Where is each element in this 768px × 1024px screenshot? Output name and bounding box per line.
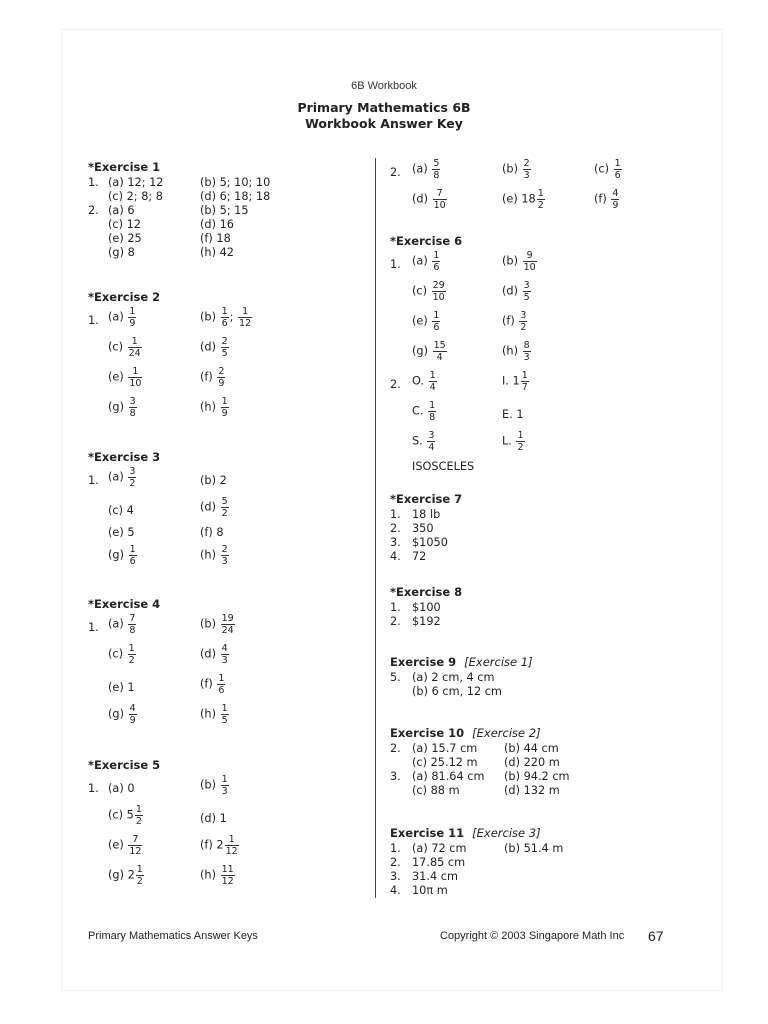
answer-row: (e) 1 (f) $\frac{1}{6}$ (108, 673, 225, 696)
exercise-5 (88, 756, 370, 894)
exercise-1 (88, 158, 370, 260)
exercise-title: Exercise 10 [Exercise 2] (390, 726, 541, 740)
fraction: $\frac{1}{5}$ (221, 703, 228, 726)
fraction: $\frac{2}{9}$ (218, 366, 225, 389)
answer-row: (c) 88 m (d) 132 m (412, 784, 560, 797)
fraction: $\frac{1}{2}$ (135, 804, 142, 827)
fraction: $\frac{1}{7}$ (521, 370, 528, 393)
answer-row: 4. 72 (390, 550, 427, 563)
answer-row: (e) $\frac{7}{12}$ (f) 2 $\frac{1}{12}$ (108, 834, 238, 857)
fraction: $\frac{1}{6}$ (218, 673, 225, 696)
fraction: $\frac{1}{6}$ (129, 544, 136, 567)
answer-row: 2. 350 (390, 522, 434, 535)
fraction: $\frac{2}{5}$ (221, 336, 228, 359)
fraction: $\frac{3}{2}$ (520, 310, 527, 333)
exercise-title: *Exercise 3 (88, 450, 161, 464)
answer-row: 3. $1050 (390, 536, 448, 549)
answer-row: 1. $100 (390, 601, 441, 614)
answer-row: 1. (a) 0 (b) $\frac{1}{3}$ (88, 774, 228, 797)
fraction: $\frac{1}{9}$ (129, 306, 136, 329)
answer-row: 1. (a) 12; 12 (b) 5; 10; 10 (88, 176, 271, 189)
fraction: $\frac{1}{4}$ (429, 370, 436, 393)
exercise-11 (390, 824, 680, 898)
exercise-10 (390, 724, 680, 798)
answer-row: (g) $\frac{15}{4}$ (h) $\frac{8}{3}$ (412, 340, 530, 363)
fraction: $\frac{1}{6}$ (433, 250, 440, 273)
fraction: $\frac{4}{9}$ (612, 188, 619, 211)
fraction: $\frac{2}{3}$ (221, 544, 228, 567)
answer-row: (c) $\frac{29}{10}$ (d) $\frac{3}{5}$ (412, 280, 530, 303)
fraction: $\frac{4}{3}$ (221, 643, 228, 666)
fraction: $\frac{7}{10}$ (433, 188, 446, 211)
answer-row: (b) 6 cm, 12 cm (412, 685, 502, 698)
exercise-title: *Exercise 4 (88, 597, 161, 611)
exercise-title: *Exercise 5 (88, 758, 161, 772)
answer-row: 3. (a) 81.64 cm (b) 94.2 cm (390, 770, 570, 783)
answer-row: 1. (a) $\frac{1}{9}$ (b) $\frac{1}{6}$ ; $\frac{1}{12}$ (88, 306, 252, 329)
answer-row: 5. (a) 2 cm, 4 cm (390, 671, 495, 684)
fraction: $\frac{1}{2}$ (537, 188, 544, 211)
fraction: $\frac{1}{6}$ (221, 306, 228, 329)
exercise-title: *Exercise 6 (390, 234, 463, 248)
answer-row: 4. 10π m (390, 884, 448, 897)
fraction: $\frac{1}{24}$ (128, 336, 141, 359)
answer-row: (g) 8 (h) 42 (108, 246, 234, 259)
fraction: $\frac{3}{5}$ (523, 280, 530, 303)
answer-row: (c) $\frac{1}{24}$ (d) $\frac{2}{5}$ (108, 336, 228, 359)
answer-row: 1. (a) $\frac{3}{2}$ (b) 2 (88, 466, 227, 489)
answer-row: (c) 25.12 m (d) 220 m (412, 756, 560, 769)
answer-row: S. $\frac{3}{4}$ L. $\frac{1}{2}$ (412, 430, 524, 453)
fraction: $\frac{1}{2}$ (517, 430, 524, 453)
title-line-2: Workbook Answer Key (305, 116, 463, 131)
answer-row: (d) $\frac{7}{10}$ (e) 18 $\frac{1}{2}$ (f) $\frac{4}{9}$ (412, 188, 619, 211)
exercise-3 (88, 448, 370, 574)
answer-row: (e) 5 (f) 8 (108, 526, 224, 539)
fraction: $\frac{8}{3}$ (523, 340, 530, 363)
exercise-8 (390, 583, 680, 629)
fraction: $\frac{1}{12}$ (225, 834, 238, 857)
fraction: $\frac{1}{3}$ (221, 774, 228, 797)
answer-row: (e) $\frac{1}{10}$ (f) $\frac{2}{9}$ (108, 366, 225, 389)
answer-row: 1. (a) 72 cm (b) 51.4 m (390, 842, 564, 855)
answer-row: 2. 17.85 cm (390, 856, 466, 869)
answer-row: 2. $192 (390, 615, 441, 628)
fraction: $\frac{15}{4}$ (433, 340, 446, 363)
exercise-4 (88, 595, 370, 733)
answer-row: 1. (a) $\frac{1}{6}$ (b) $\frac{9}{10}$ (390, 250, 536, 273)
workbook-label: 6B Workbook (351, 80, 417, 92)
column-divider (375, 158, 376, 898)
exercise-title: *Exercise 7 (390, 492, 463, 506)
answer-row: (c) $\frac{1}{2}$ (d) $\frac{4}{3}$ (108, 643, 228, 666)
answer-row: (g) $\frac{3}{8}$ (h) $\frac{1}{9}$ (108, 396, 228, 419)
fraction: $\frac{3}{8}$ (129, 396, 136, 419)
answer-row: (e) 25 (f) 18 (108, 232, 231, 245)
answer-row: C. $\frac{1}{8}$ E. 1 (412, 400, 524, 423)
answer-row: (e) $\frac{1}{6}$ (f) $\frac{3}{2}$ (412, 310, 527, 333)
fraction: $\frac{1}{6}$ (614, 158, 621, 181)
exercise-title: *Exercise 2 (88, 290, 161, 304)
fraction: $\frac{5}{2}$ (221, 496, 228, 519)
exercise-title: *Exercise 8 (390, 585, 463, 599)
exercise-title: Exercise 11 [Exercise 3] (390, 826, 541, 840)
answer-row: ISOSCELES (412, 460, 475, 473)
answer-row: (c) 4 (d) $\frac{5}{2}$ (108, 496, 228, 519)
fraction: $\frac{1}{6}$ (433, 310, 440, 333)
exercise-9 (390, 653, 680, 699)
footer-title: Primary Mathematics Answer Keys (88, 930, 258, 942)
answer-row: (g) $\frac{4}{9}$ (h) $\frac{1}{5}$ (108, 703, 228, 726)
answer-row: (g) 2 $\frac{1}{2}$ (h) $\frac{11}{12}$ (108, 864, 234, 887)
answer-row: 2. (a) 15.7 cm (b) 44 cm (390, 742, 559, 755)
fraction: $\frac{1}{9}$ (221, 396, 228, 419)
answer-row: 2. O. $\frac{1}{4}$ I. 1 $\frac{1}{7}$ (390, 370, 528, 393)
answer-row: 2. (a) $\frac{5}{8}$ (b) $\frac{2}{3}$ (c) $\frac{1}{6}$ (390, 158, 621, 181)
fraction: $\frac{7}{8}$ (129, 613, 136, 636)
exercise-title: *Exercise 1 (88, 160, 161, 174)
answer-row: 1. (a) $\frac{7}{8}$ (b) $\frac{19}{24}$ (88, 613, 234, 636)
fraction: $\frac{1}{2}$ (136, 864, 143, 887)
fraction: $\frac{1}{10}$ (129, 366, 142, 389)
exercise-2 (88, 288, 370, 426)
fraction: $\frac{1}{8}$ (429, 400, 436, 423)
fraction: $\frac{1}{12}$ (239, 306, 252, 329)
answer-row: (c) 12 (d) 16 (108, 218, 234, 231)
title-line-1: Primary Mathematics 6B (297, 100, 471, 115)
exercise-7 (390, 490, 680, 564)
fraction: $\frac{29}{10}$ (432, 280, 445, 303)
answer-row: (c) 2; 8; 8 (d) 6; 18; 18 (108, 190, 271, 203)
fraction: $\frac{9}{10}$ (523, 250, 536, 273)
page-title (0, 100, 768, 132)
page-number: 67 (648, 928, 664, 944)
answer-row: 2. (a) 6 (b) 5; 15 (88, 204, 249, 217)
fraction: $\frac{2}{3}$ (523, 158, 530, 181)
exercise-title: Exercise 9 [Exercise 1] (390, 655, 533, 669)
fraction: $\frac{3}{4}$ (428, 430, 435, 453)
answer-row: (g) $\frac{1}{6}$ (h) $\frac{2}{3}$ (108, 544, 228, 567)
answer-row: 1. 18 lb (390, 508, 441, 521)
answer-row: 3. 31.4 cm (390, 870, 458, 883)
fraction: $\frac{7}{12}$ (129, 834, 142, 857)
fraction: $\frac{4}{9}$ (129, 703, 136, 726)
exercise-6 (390, 232, 680, 474)
fraction: $\frac{5}{8}$ (433, 158, 440, 181)
footer-copyright: Copyright © 2003 Singapore Math Inc (440, 930, 625, 942)
fraction: $\frac{11}{12}$ (221, 864, 234, 887)
exercise-5-continued (390, 158, 680, 218)
fraction: $\frac{19}{24}$ (221, 613, 234, 636)
fraction: $\frac{1}{2}$ (128, 643, 135, 666)
answer-row: (c) 5 $\frac{1}{2}$ (d) 1 (108, 804, 227, 827)
fraction: $\frac{3}{2}$ (129, 466, 136, 489)
